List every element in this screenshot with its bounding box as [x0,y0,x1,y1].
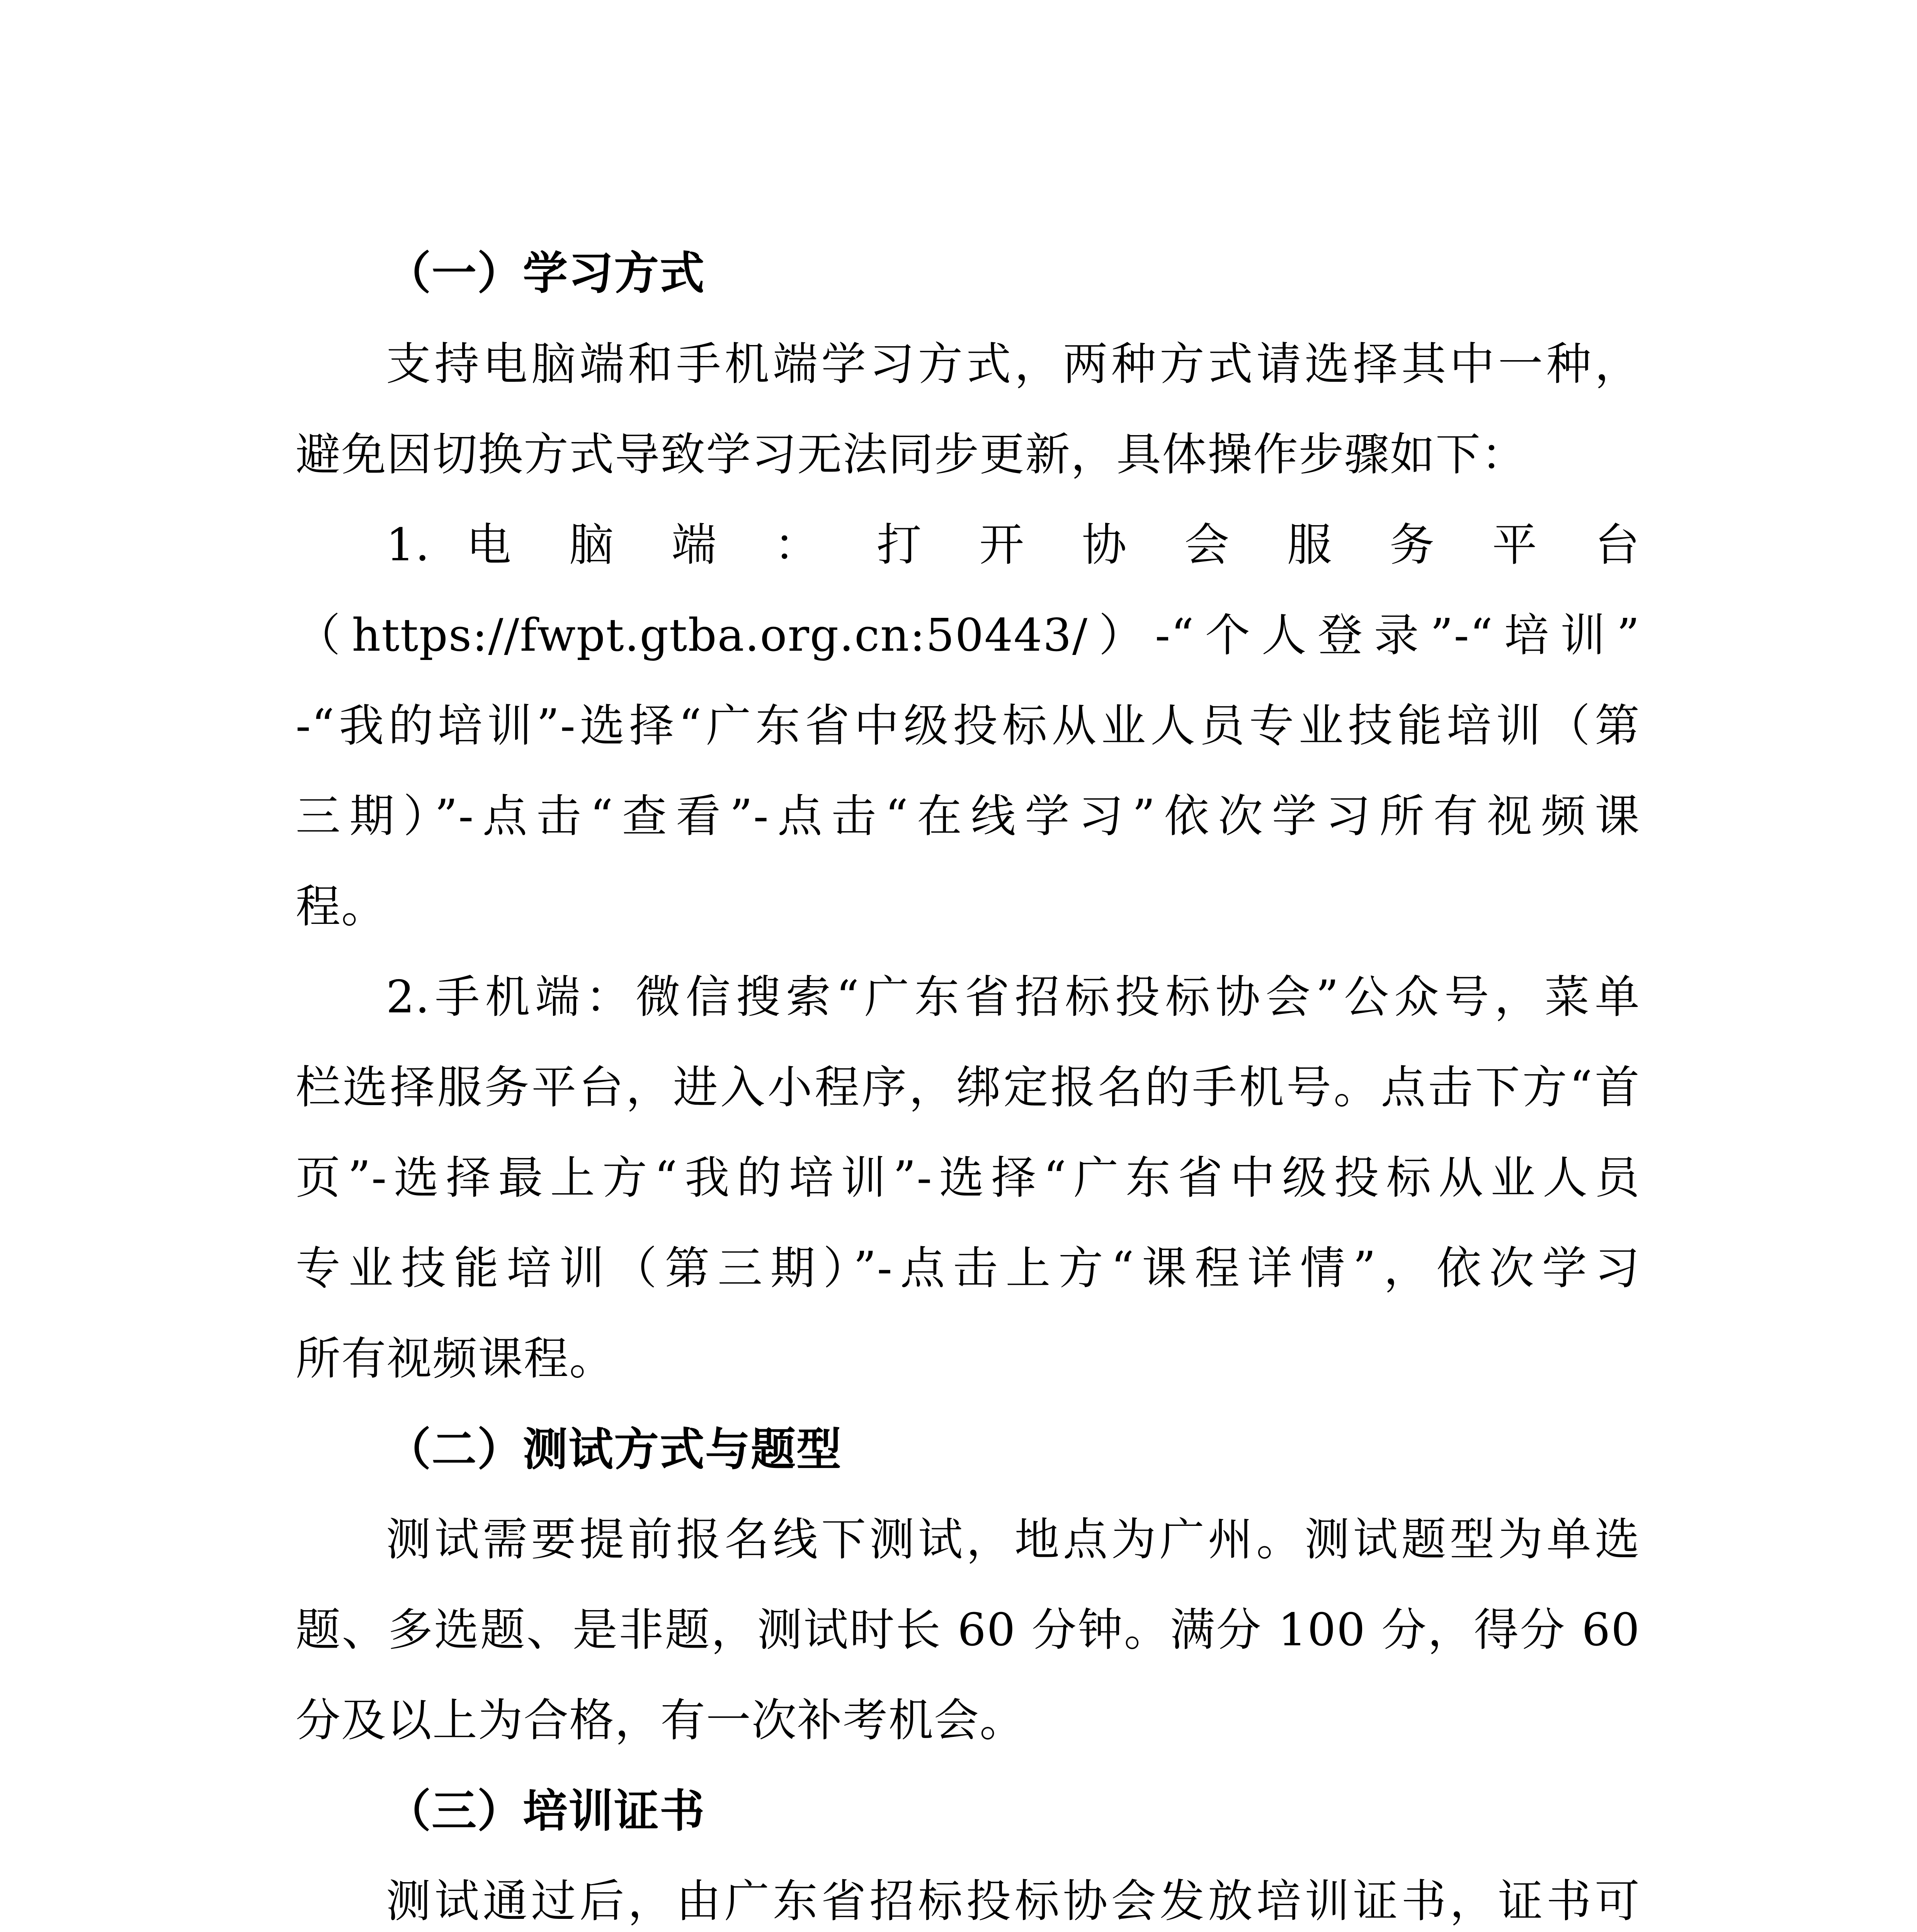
s1-intro-line-2: 避免因切换方式导致学习无法同步更新，具体操作步骤如下： [296,429,1527,481]
s3-body-line-1: 测试通过后，由广东省招标投标协会发放培训证书，证书可 [386,1875,1640,1927]
s1-pc-line-3: -“我的培训”-选择“广东省中级投标从业人员专业技能培训（第 [296,700,1640,752]
section-2-heading: （二）测试方式与题型 [386,1423,842,1476]
s1-mobile-line-4: 专业技能培训（第三期）”-点击上方“课程详情”，依次学习 [296,1242,1640,1294]
s1-mobile-line-3: 页”-选择最上方“我的培训”-选择“广东省中级投标从业人员 [296,1152,1640,1204]
section-3-heading: （三）培训证书 [386,1785,705,1837]
s1-pc-line-1: 1. 电 脑 端 ： 打 开 协 会 服 务 平 台 [386,519,1640,571]
s1-intro-line-1: 支持电脑端和手机端学习方式，两种方式请选择其中一种， [386,338,1640,390]
s1-pc-line-2: （https://fwpt.gtba.org.cn:50443/）-“个人登录”-“培训” [296,609,1640,662]
s2-body-line-1: 测试需要提前报名线下测试，地点为广州。测试题型为单选 [386,1514,1640,1566]
section-1-heading: （一）学习方式 [386,247,705,299]
s2-body-line-2: 题、多选题、是非题，测试时长 60 分钟。满分 100 分，得分 60 [296,1604,1640,1656]
s2-body-line-3: 分及以上为合格，有一次补考机会。 [296,1694,1025,1747]
s1-mobile-line-2: 栏选择服务平台，进入小程序，绑定报名的手机号。点击下方“首 [296,1061,1640,1114]
s1-mobile-line-1: 2.手机端：微信搜索“广东省招标投标协会”公众号，菜单 [386,971,1640,1023]
s1-mobile-line-5: 所有视频课程。 [296,1333,615,1385]
s1-pc-line-4: 三期）”-点击“查看”-点击“在线学习”依次学习所有视频课 [296,790,1640,842]
s1-pc-line-5: 程。 [296,881,387,933]
